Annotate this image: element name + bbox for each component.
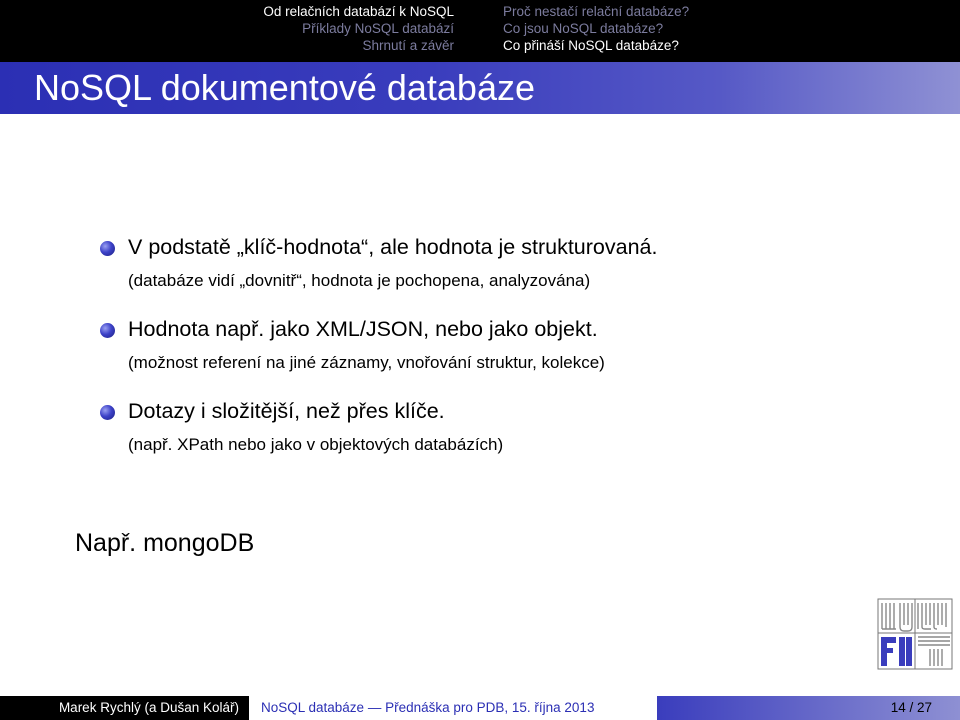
navigation-header xyxy=(0,0,960,62)
example-text: Např. mongoDB xyxy=(75,529,255,557)
nav-section-current[interactable]: Od relačních databází k NoSQL xyxy=(263,4,454,19)
bullet-icon xyxy=(100,405,115,420)
fit-logo-icon xyxy=(876,597,954,671)
footer-author-box xyxy=(0,696,249,720)
footer-talk-box xyxy=(249,696,657,720)
item-note: (možnost referení na jiné záznamy, vnořování struktur, kolekce) xyxy=(128,353,605,372)
item-note: (např. XPath nebo jako v objektových databázích) xyxy=(128,435,504,454)
nav-subsection[interactable]: Co jsou NoSQL databáze? xyxy=(503,21,664,36)
item-note: (databáze vidí „dovnitř“, hodnota je pochopena, analyzována) xyxy=(128,271,591,290)
item-text: Dotazy i složitější, než přes klíče. xyxy=(128,399,445,423)
bullet-icon xyxy=(100,241,115,256)
footer-page-box xyxy=(657,696,960,720)
bullet-icon xyxy=(100,323,115,338)
nav-subsection[interactable]: Proč nestačí relační databáze? xyxy=(503,4,690,19)
footer xyxy=(0,696,960,720)
footer-talk: NoSQL databáze — Přednáška pro PDB, 15. října 2013 xyxy=(261,700,595,715)
nav-subsection-current[interactable]: Co přináší NoSQL databáze? xyxy=(503,38,679,53)
title-bar xyxy=(0,62,960,114)
footer-author: Marek Rychlý (a Dušan Kolář) xyxy=(58,700,239,715)
nav-sections xyxy=(263,3,454,54)
nav-section[interactable]: Příklady NoSQL databází xyxy=(302,21,454,36)
item-text: Hodnota např. jako XML/JSON, nebo jako objekt. xyxy=(128,317,598,341)
nav-section[interactable]: Shrnutí a závěr xyxy=(362,38,454,53)
nav-subsections xyxy=(503,3,689,54)
slide-title: NoSQL dokumentové databáze xyxy=(34,67,535,108)
page-number: 14 / 27 xyxy=(890,700,932,715)
item-text: V podstatě „klíč-hodnota“, ale hodnota je strukturovaná. xyxy=(128,235,658,259)
